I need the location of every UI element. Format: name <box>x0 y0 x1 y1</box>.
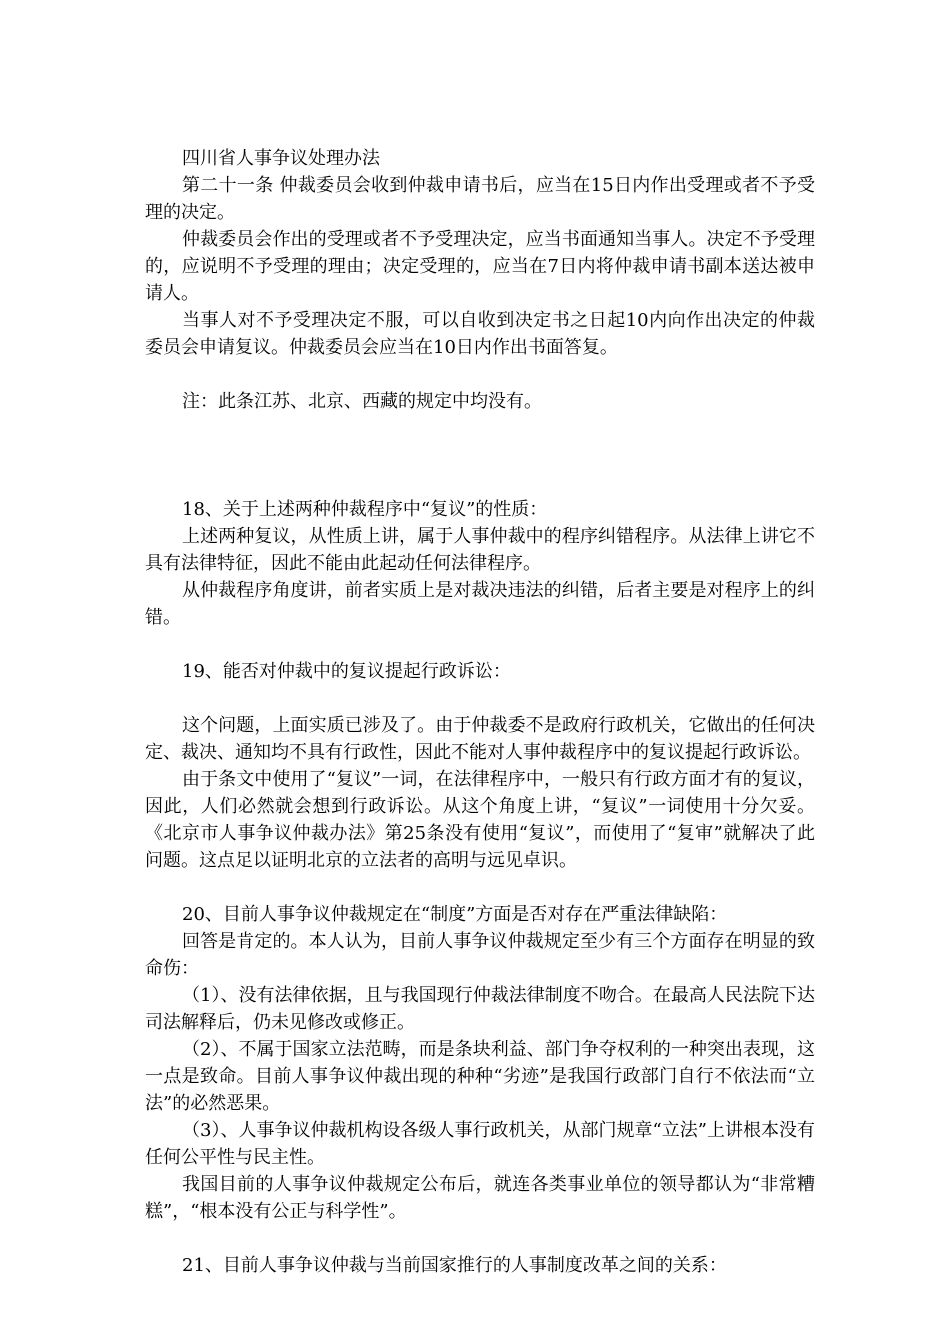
section-20-item-1: （1）、没有法律依据，且与我国现行仲裁法律制度不吻合。在最高人民法院下达司法解释后，仍未见修改或修正。 <box>145 985 815 1033</box>
spacer <box>145 874 815 901</box>
spacer <box>145 415 815 496</box>
document-body <box>145 145 815 1279</box>
section-19-heading: 19、能否对仲裁中的复议提起行政诉讼： <box>182 661 511 682</box>
note-paragraph: 注：此条江苏、北京、西藏的规定中均没有。 <box>182 391 542 412</box>
article-21-paragraph: 第二十一条 仲裁委员会收到仲裁申请书后，应当在15日内作出受理或者不予受理的决定。 <box>145 175 815 223</box>
spacer <box>145 685 815 712</box>
section-18-paragraph-1: 上述两种复议，从性质上讲，属于人事仲裁中的程序纠错程序。从法律上讲它不具有法律特征，因此不能由此起动任何法律程序。 <box>145 526 815 574</box>
spacer <box>145 631 815 658</box>
spacer <box>145 1225 815 1252</box>
section-20-paragraph-2: 我国目前的人事争议仲裁规定公布后，就连各类事业单位的领导都认为“非常糟糕”，“根本没有公正与科学性”。 <box>145 1174 815 1222</box>
section-20-item-2: （2）、不属于国家立法范畴，而是条块利益、部门争夺权利的一种突出表现，这一点是致命。目前人事争议仲裁出现的种种“劣迹”是我国行政部门自行不依法而“立法”的必然恶果。 <box>145 1039 815 1114</box>
section-18-paragraph-2: 从仲裁程序角度讲，前者实质上是对裁决违法的纠错，后者主要是对程序上的纠错。 <box>145 580 815 628</box>
section-19-paragraph-2: 由于条文中使用了“复议”一词，在法律程序中，一般只有行政方面才有的复议，因此，人们必然就会想到行政诉讼。从这个角度上讲，“复议”一词使用十分欠妥。《北京市人事争议仲裁办法》第25条没有使用“复议”，而使用了“复审”就解决了此问题。这点足以证明北京的立法者的高明与远见卓识。 <box>145 769 815 871</box>
spacer <box>145 361 815 388</box>
section-19-paragraph-1: 这个问题，上面实质已涉及了。由于仲裁委不是政府行政机关，它做出的任何决定、裁决、通知均不具有行政性，因此不能对人事仲裁程序中的复议提起行政诉讼。 <box>145 715 815 763</box>
article-21-notice-paragraph: 仲裁委员会作出的受理或者不予受理决定，应当书面通知当事人。决定不予受理的，应说明不予受理的理由；决定受理的，应当在7日内将仲裁申请书副本送达被申请人。 <box>145 229 815 304</box>
section-20-paragraph-1: 回答是肯定的。本人认为，目前人事争议仲裁规定至少有三个方面存在明显的致命伤： <box>145 931 815 979</box>
section-20-heading: 20、目前人事争议仲裁规定在“制度”方面是否对存在严重法律缺陷： <box>182 904 728 925</box>
section-21-heading: 21、目前人事争议仲裁与当前国家推行的人事制度改革之间的关系： <box>182 1255 727 1276</box>
document-heading: 四川省人事争议处理办法 <box>182 148 380 169</box>
article-21-review-paragraph: 当事人对不予受理决定不服，可以自收到决定书之日起10内向作出决定的仲裁委员会申请复议。仲裁委员会应当在10日内作出书面答复。 <box>145 310 815 358</box>
section-20-item-3: （3）、人事争议仲裁机构设各级人事行政机关，从部门规章“立法”上讲根本没有任何公平性与民主性。 <box>145 1120 815 1168</box>
section-18-heading: 18、关于上述两种仲裁程序中“复议”的性质： <box>182 499 548 520</box>
